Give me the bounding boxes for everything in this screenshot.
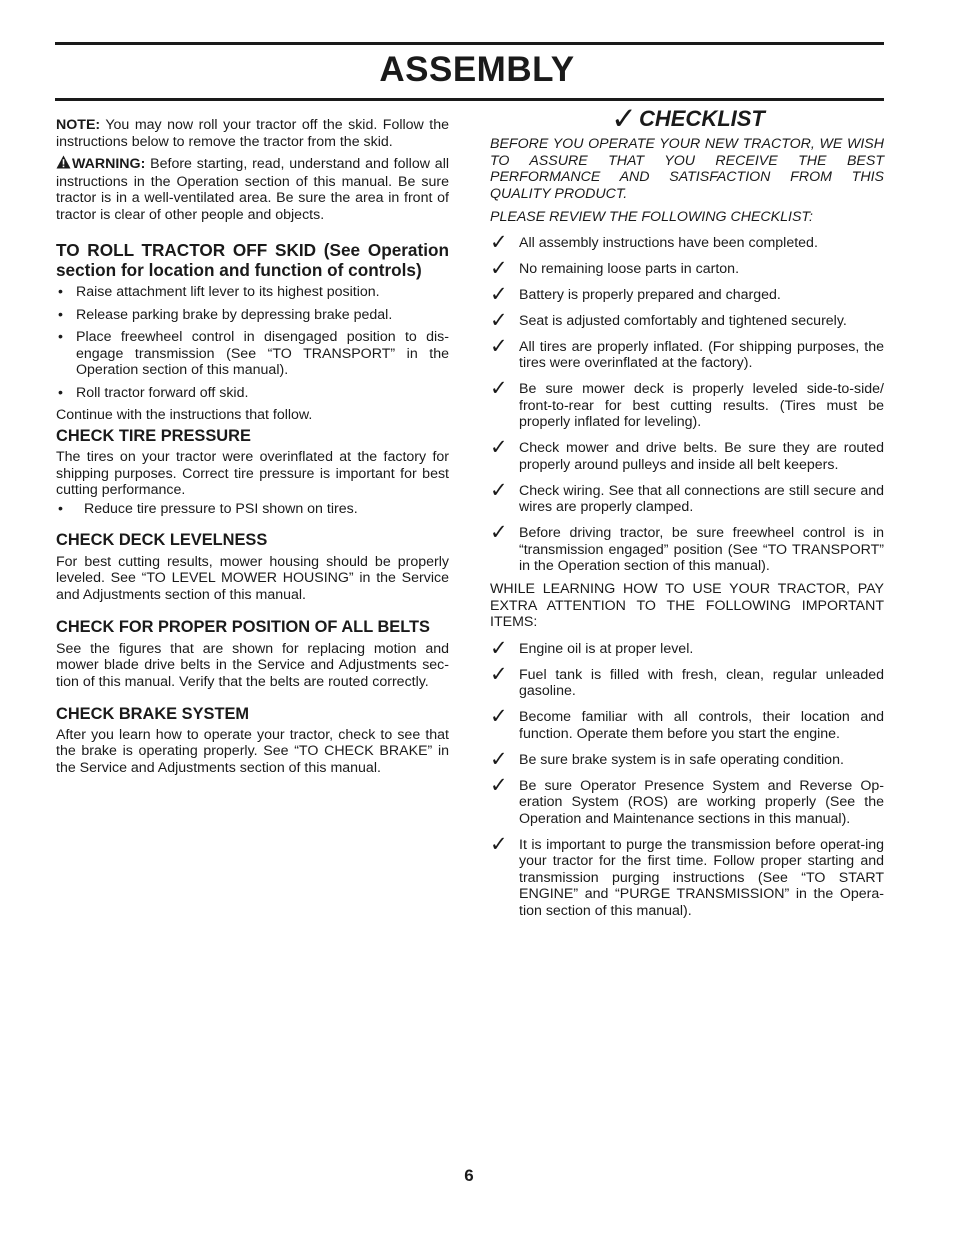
tire-pressure-steps xyxy=(56,501,449,518)
left-column xyxy=(56,117,449,776)
checklist-items xyxy=(490,229,884,575)
checklist-title-text: CHECKLIST xyxy=(638,106,765,131)
attention-item: ✓ Engine oil is at proper level. xyxy=(490,635,694,660)
checklist-item: ✓ Check mower and drive belts. Be sure they are routed properly around pulleys and inside all belt keepers. xyxy=(490,435,884,473)
checkmark-icon: ✓ xyxy=(490,477,508,502)
attention-item: ✓ It is important to purge the transmission before operat-ing your tractor for the first time. Follow proper starting and transmission purging instructions (See “TO START ENGINE” and “PURGE TRANSMISSION” in the Opera-tion section of this manual). xyxy=(490,831,884,919)
deck-levelness-heading: CHECK DECK LEVELNESS xyxy=(56,531,268,549)
attention-item: ✓ Be sure Operator Presence System and Reverse Op-eration System (ROS) are working properly (See the Operation and Maintenance sections in this manual). xyxy=(490,772,884,827)
checkmark-icon: ✓ xyxy=(490,281,508,306)
note-text: You may now roll your tractor off the skid. Follow the instructions below to remove the tractor from the skid. xyxy=(56,117,449,150)
tire-pressure-text: The tires on your tractor were overinflated at the factory for shipping purposes. Correct tire pressure is important for best cutting performance. xyxy=(56,449,449,498)
checklist-item: ✓ No remaining loose parts in carton. xyxy=(490,255,740,280)
roll-off-skid-heading: TO ROLL TRACTOR OFF SKID (See Operation section for location and function of controls) xyxy=(56,240,449,280)
list-item: • Raise attachment lift lever to its highest position. xyxy=(58,284,380,300)
continue-text: Continue with the instructions that follow. xyxy=(56,407,313,423)
note-label: NOTE: xyxy=(56,117,101,133)
checkmark-icon: ✓ xyxy=(490,229,508,254)
checkmark-icon: ✓ xyxy=(490,376,508,400)
checklist-review-text: PLEASE REVIEW THE FOLLOWING CHECKLIST: xyxy=(490,209,813,225)
brake-system-text: After you learn how to operate your tractor, check to see that the brake is operating properly. See “TO CHECK BRAKE” in the Service and Adjustments section of this manual. xyxy=(56,726,449,776)
roll-off-skid-steps xyxy=(56,284,449,401)
attention-item: ✓ Be sure brake system is in safe operating condition. xyxy=(490,746,844,771)
checkmark-icon: ✓ xyxy=(490,333,508,358)
warning-triangle-icon xyxy=(56,155,71,174)
right-column xyxy=(490,101,884,929)
checkmark-icon: ✓ xyxy=(490,435,508,459)
warning-text: Before starting, read, understand and follow all instructions in the Operation section of this manual. Be sure tractor is in a well-ventilated area. Be sure the area in front of tractor is clear of other people and objects. xyxy=(56,156,449,223)
checklist-item: ✓ Check wiring. See that all connections are still secure and wires are properly clamped. xyxy=(490,477,884,515)
checklist-title xyxy=(611,101,884,136)
attention-items xyxy=(490,635,884,920)
warning-label: WARNING: xyxy=(72,156,146,172)
attention-item: ✓ Become familiar with all controls, their location and function. Operate them before you start the engine. xyxy=(490,704,884,742)
belts-heading: CHECK FOR PROPER POSITION OF ALL BELTS xyxy=(56,618,430,636)
brake-system-heading: CHECK BRAKE SYSTEM xyxy=(56,705,250,723)
checkmark-icon: ✓ xyxy=(490,255,508,280)
learning-text: WHILE LEARNING HOW TO USE YOUR TRACTOR, PAY EXTRA ATTENTION TO THE FOLLOWING IMPORTANT ITEMS: xyxy=(490,581,884,630)
checkmark-icon: ✓ xyxy=(490,520,508,544)
checklist-item: ✓ Be sure mower deck is properly leveled side-to-side/ front-to-rear for best cutting results. (Tires must be properly inflated for leveling). xyxy=(490,376,884,430)
belts-text: See the figures that are shown for replacing motion and mower blade drive belts in the Service and Adjustments sec-tion of this manual. Verify that the belts are routed correctly. xyxy=(56,640,449,690)
checklist-item: ✓ All tires are properly inflated. (For shipping purposes, the tires were overinflated at the factory). xyxy=(490,333,884,371)
page-title: ASSEMBLY xyxy=(379,50,575,89)
checkmark-icon: ✓ xyxy=(490,831,508,856)
checkmark-icon: ✓ xyxy=(490,635,508,660)
checkmark-icon: ✓ xyxy=(490,772,508,797)
deck-levelness-text: For best cutting results, mower housing should be properly leveled. See “TO LEVEL MOWER HOUSING” in the Service and Adjustments section of this manual. xyxy=(56,553,449,603)
list-item: • Roll tractor forward off skid. xyxy=(58,384,249,401)
attention-item: ✓ Fuel tank is filled with fresh, clean, regular unleaded gasoline. xyxy=(490,661,884,699)
page-number: 6 xyxy=(464,1166,474,1185)
warning-paragraph xyxy=(56,155,449,223)
list-item: • Release parking brake by depressing brake pedal. xyxy=(58,306,393,323)
note-paragraph xyxy=(56,117,449,150)
list-item: • Reduce tire pressure to PSI shown on tires. xyxy=(58,500,358,517)
checkmark-icon: ✓ xyxy=(490,307,508,332)
list-item: • Place freewheel control in disengaged position to dis-engage transmission (See “TO TRANSPORT” in the Operation section of this manual). xyxy=(58,329,449,378)
title-rule xyxy=(55,98,884,101)
checklist-item: ✓ Seat is adjusted comfortably and tightened securely. xyxy=(490,307,847,332)
checkmark-icon: ✓ xyxy=(490,704,508,728)
checkmark-icon: ✓ xyxy=(611,101,637,136)
checklist-intro: BEFORE YOU OPERATE YOUR NEW TRACTOR, WE WISH TO ASSURE THAT YOU RECEIVE THE BEST PERFORMANCE AND SATISFACTION FROM THIS QUALITY PRODUCT. xyxy=(490,136,884,202)
tire-pressure-heading: CHECK TIRE PRESSURE xyxy=(56,426,251,445)
checklist-item: ✓ Before driving tractor, be sure freewheel control is in “transmission engaged” position (See “TO TRANSPORT” in the Operation section of this manual). xyxy=(490,520,884,574)
checkmark-icon: ✓ xyxy=(490,746,508,771)
checklist-item: ✓ Battery is properly prepared and charged. xyxy=(490,281,781,306)
checkmark-icon: ✓ xyxy=(490,661,508,686)
checklist-item: ✓ All assembly instructions have been completed. xyxy=(490,229,818,254)
top-rule xyxy=(55,42,884,45)
